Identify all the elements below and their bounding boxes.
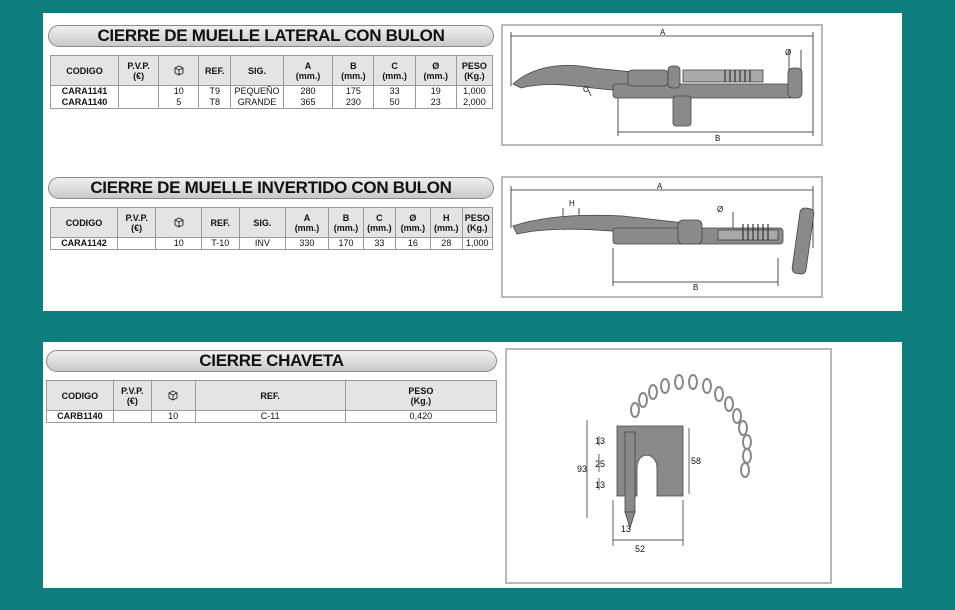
column-header (395, 208, 430, 238)
dim-58-label: 58 (691, 456, 702, 466)
column-header-text: CODIGO (61, 390, 99, 401)
table-row (51, 97, 493, 109)
column-header (415, 56, 456, 86)
header-row (51, 208, 493, 238)
dim-a-label: A (657, 182, 663, 191)
column-header-text: PESO (461, 60, 487, 71)
table-cell (117, 238, 156, 250)
dim-diameter-label: Ø (717, 205, 724, 214)
table-cell: CARA1140 (51, 97, 119, 109)
column-header (239, 208, 286, 238)
column-header (456, 56, 492, 86)
column-header-text: (€) (131, 222, 143, 233)
column-header (231, 56, 284, 86)
section-title: CIERRE DE MUELLE INVERTIDO CON BULON (48, 177, 494, 199)
column-header-text: REF. (210, 217, 231, 228)
table-row (51, 238, 493, 250)
table-cell (113, 411, 151, 423)
column-header (364, 208, 395, 238)
table-cell: 19 (415, 86, 456, 98)
column-header-text: (mm.) (333, 222, 359, 233)
column-header (51, 208, 118, 238)
dim-b-label: B (693, 283, 699, 292)
spec-table (46, 380, 497, 423)
table-cell: T9 (199, 86, 231, 98)
column-header (345, 381, 496, 411)
column-header-text: (mm.) (400, 222, 426, 233)
table-cell: 33 (374, 86, 415, 98)
column-header (156, 208, 202, 238)
header-row (47, 381, 497, 411)
dim-52-label: 52 (635, 544, 646, 554)
column-header-text: REF. (205, 65, 225, 76)
product-drawing-chaveta (505, 348, 832, 584)
column-header (159, 56, 199, 86)
dim-13b-label: 13 (595, 480, 606, 490)
column-header-text: CODIGO (66, 65, 103, 76)
column-header (462, 208, 493, 238)
dim-13c-label: 13 (621, 524, 632, 534)
column-header-text: SIG. (248, 65, 267, 76)
column-header-text: (mm.) (294, 222, 320, 233)
column-header-text: C (391, 60, 398, 71)
dim-13a-label: 13 (595, 436, 606, 446)
product-drawing-lateral (501, 24, 823, 146)
column-header-text: A (303, 212, 311, 223)
column-header-text: A (304, 60, 312, 71)
table-cell: 10 (159, 86, 199, 98)
column-header (51, 56, 119, 86)
table-cell: 170 (328, 238, 363, 250)
spec-table (50, 207, 493, 250)
table-cell: T8 (199, 97, 231, 109)
table-row (51, 86, 493, 98)
latch-drawing-1 (503, 26, 821, 144)
column-header-text: (mm.) (295, 70, 321, 81)
dim-a-label: A (660, 28, 666, 37)
column-header (286, 208, 329, 238)
spec-table (50, 55, 493, 109)
column-header-text: (mm.) (341, 70, 366, 81)
table-cell: T-10 (202, 238, 240, 250)
header-row (51, 56, 493, 86)
column-header-text: P.V.P. (121, 385, 144, 396)
dim-h-label: H (569, 199, 575, 208)
column-header-text: (Kg.) (464, 70, 485, 81)
table-cell: 23 (415, 97, 456, 109)
column-header (195, 381, 345, 411)
table-cell: CARA1142 (51, 238, 118, 250)
column-header-text: SIG. (253, 217, 272, 228)
column-header-text: CODIGO (65, 217, 103, 228)
table-cell: 175 (333, 86, 374, 98)
box-icon (173, 216, 185, 228)
section-title: CIERRE DE MUELLE LATERAL CON BULON (48, 25, 494, 47)
column-header (283, 56, 332, 86)
dim-diameter-label: Ø (785, 48, 792, 57)
column-header (47, 381, 114, 411)
dim-25-label: 25 (595, 459, 606, 469)
box-icon (167, 389, 179, 401)
table-cell: 33 (364, 238, 395, 250)
column-header-text: P.V.P. (125, 212, 148, 223)
table-cell: GRANDE (231, 97, 284, 109)
column-header (117, 208, 156, 238)
column-header-text: B (350, 60, 357, 71)
table-cell (119, 86, 159, 98)
table-row (47, 411, 497, 423)
table-cell: 230 (333, 97, 374, 109)
latch-drawing-2 (503, 178, 821, 296)
column-header (199, 56, 231, 86)
table-cell: PEQUEÑO (231, 86, 284, 98)
column-header-text: (mm.) (423, 70, 449, 81)
table-cell: 1,000 (456, 86, 492, 98)
column-header-text: (€) (126, 395, 138, 406)
table-cell: 5 (159, 97, 199, 109)
table-cell: 1,000 (462, 238, 493, 250)
column-header-text: (mm.) (367, 222, 392, 233)
column-header (202, 208, 240, 238)
table-cell: 330 (286, 238, 329, 250)
column-header-text: PESO (464, 212, 490, 223)
column-header-text: (Kg.) (467, 222, 488, 233)
box-icon (173, 64, 185, 76)
table-cell: C-11 (195, 411, 345, 423)
table-cell: 365 (283, 97, 332, 109)
column-header (374, 56, 415, 86)
column-header-text: (mm.) (434, 222, 459, 233)
column-header-text: (mm.) (382, 70, 407, 81)
table-cell: 10 (156, 238, 202, 250)
column-header (328, 208, 363, 238)
table-cell: 16 (395, 238, 430, 250)
column-header (151, 381, 195, 411)
column-header-text: REF. (260, 390, 280, 401)
table-cell: INV (239, 238, 286, 250)
chaveta-drawing (507, 350, 830, 582)
section-title: CIERRE CHAVETA (46, 350, 497, 372)
table-cell: 2,000 (456, 97, 492, 109)
table-cell: CARB1140 (47, 411, 114, 423)
table-cell: 50 (374, 97, 415, 109)
column-header-text: B (342, 212, 350, 223)
column-header-text: (€) (133, 70, 145, 81)
table-cell: 280 (283, 86, 332, 98)
column-header (333, 56, 374, 86)
dim-b-label: B (715, 134, 721, 143)
column-header-text: Ø (432, 60, 440, 71)
column-header-text: C (376, 212, 383, 223)
table-cell: 10 (151, 411, 195, 423)
table-cell: 28 (431, 238, 462, 250)
dim-93-label: 93 (577, 464, 588, 474)
table-cell: 0,420 (345, 411, 496, 423)
column-header-text: H (443, 212, 450, 223)
table-cell: CARA1141 (51, 86, 119, 98)
column-header (119, 56, 159, 86)
column-header-text: P.V.P. (127, 60, 150, 71)
table-cell (119, 97, 159, 109)
column-header (431, 208, 462, 238)
product-drawing-invertido (501, 176, 823, 298)
column-header-text: Ø (409, 212, 417, 223)
column-header-text: (Kg.) (410, 395, 432, 406)
dim-c-label: C (583, 85, 589, 94)
column-header (113, 381, 151, 411)
column-header-text: PESO (408, 385, 434, 396)
